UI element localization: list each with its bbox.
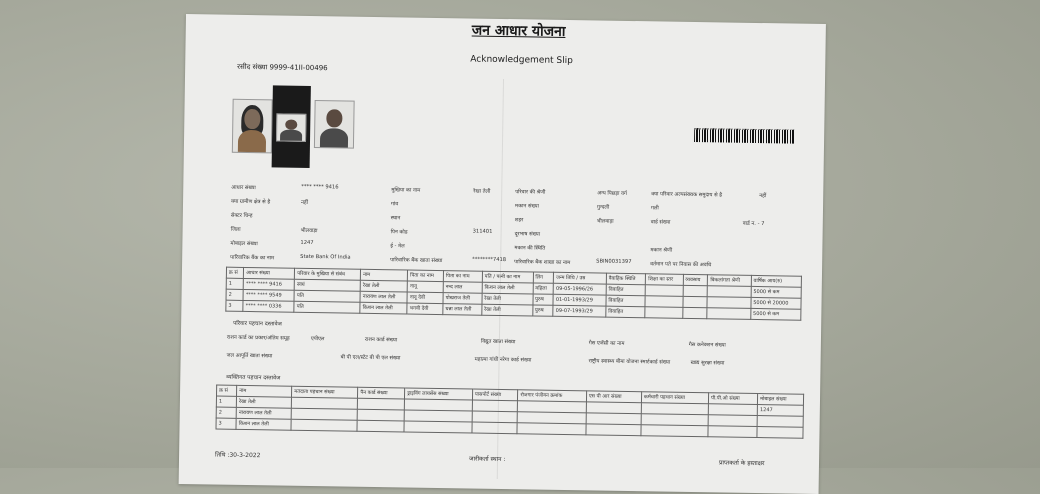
family-doc-label: विद्युत खाता संख्या	[480, 338, 516, 346]
table-cell: 2	[226, 289, 243, 300]
family-docs-title: परिवार पहचान दस्तावेज	[233, 320, 282, 328]
table-cell: **** **** 9549	[243, 289, 294, 301]
table-cell	[291, 419, 357, 431]
table-cell	[683, 296, 708, 307]
table-cell: रेखा तेली	[236, 396, 291, 408]
table-cell: भगवी देवी	[407, 303, 443, 315]
table-cell: विवाहित	[606, 295, 646, 307]
info-label: दूरभाष संख्या	[514, 231, 541, 238]
family-doc-label: राष्ट्रीय स्वास्थ्य बीमा योजना स्मार्टकार्ड संख्या	[588, 358, 671, 366]
column-header: पिता का नाम	[408, 270, 444, 282]
date-value: :30-3-2022	[227, 451, 261, 460]
table-cell: धन्ना लाल तेली	[443, 304, 482, 316]
issuer-place: जारीकर्ता स्थान :	[468, 455, 506, 464]
table-cell: 5000 से 20000	[751, 297, 801, 309]
family-doc-label: बी पी एल/स्टेट बी पी एल संख्या	[340, 354, 401, 362]
info-label: वार्ड संख्या	[650, 219, 671, 226]
table-cell: रेखा तेली	[482, 304, 533, 316]
table-cell	[404, 421, 472, 433]
table-cell	[708, 404, 757, 416]
table-cell: पुरुष	[532, 305, 553, 316]
info-value: नहीं	[301, 199, 309, 206]
table-cell: रेखा तेली	[360, 280, 407, 292]
info-label: मोबाइल संख्या	[230, 240, 258, 248]
info-label: वर्तमान पते पर निवास की अवधि	[650, 261, 712, 269]
table-cell: 1	[226, 278, 243, 289]
column-header: परिवार के मुखिया से संबंध	[295, 268, 361, 280]
receipt-value: 9999-41II-00496	[269, 63, 328, 73]
table-cell: विवाहित	[606, 284, 646, 296]
personal-docs-title: व्यक्तिगत पहचान दस्तावेज	[226, 374, 281, 382]
table-cell	[586, 402, 641, 414]
table-cell	[707, 297, 750, 309]
info-label: शहर	[514, 217, 524, 224]
table-cell: नानू	[407, 281, 443, 293]
table-cell: **** **** 0336	[243, 300, 294, 312]
table-cell	[757, 427, 803, 439]
table-cell: नानू देवी	[407, 292, 443, 304]
table-cell: किशन लाल तेली	[236, 418, 291, 430]
page-title: जन आधार योजना	[471, 22, 566, 40]
info-label: मुखिया का नाम	[391, 187, 421, 194]
table-cell	[358, 398, 405, 410]
member-photo-2	[276, 113, 306, 141]
info-label: मकान श्रेणी	[650, 247, 673, 254]
table-cell	[472, 400, 518, 412]
info-label: क्या परिवार अल्पसंख्यक समुदाय से है	[651, 191, 723, 199]
info-value: State Bank Of India	[300, 253, 351, 261]
family-doc-value: एपीएल	[310, 336, 325, 343]
table-cell: पति	[294, 290, 360, 302]
table-cell	[708, 286, 751, 298]
table-cell: विवाहित	[606, 306, 646, 318]
info-label: पिन कोड	[390, 229, 408, 236]
column-header: विकलांगता श्रेणी	[708, 275, 751, 287]
info-label: आधार संख्या	[231, 184, 256, 192]
table-cell	[757, 416, 803, 428]
info-value: वार्ड न. - 7	[742, 220, 765, 228]
table-cell	[472, 422, 518, 434]
member-photo-3	[314, 100, 355, 149]
table-cell: किशन लाल तेली	[482, 282, 533, 294]
family-doc-label: महात्मा गांधी नरेगा कार्ड संख्या	[474, 356, 532, 364]
column-header: क्र सं	[217, 385, 237, 396]
table-cell	[472, 411, 518, 423]
info-label: गली	[650, 205, 659, 212]
info-label: जिला	[230, 226, 241, 233]
column-header: मोबाइल संख्या	[758, 394, 804, 406]
table-cell: रेखा तेली	[482, 293, 533, 305]
info-label: मकान की स्थिति	[514, 245, 546, 252]
column-header: मतदाता पहचान संख्या	[292, 386, 358, 398]
column-header: क्र सं	[226, 267, 243, 278]
family-doc-label: गैस कनेक्शन संख्या	[688, 341, 726, 349]
column-header: जन्म तिथि / उम्र	[554, 272, 607, 284]
column-header: पिता का नाम	[443, 271, 482, 283]
column-header: पैन कार्ड संख्या	[358, 387, 405, 399]
info-label: स्थान	[390, 215, 401, 222]
barcode-icon	[694, 128, 794, 144]
date-label: तिथि	[215, 451, 226, 459]
info-label: पारिवारिक बैंक का नाम	[230, 254, 275, 262]
table-cell	[707, 308, 750, 320]
column-header: पासपोर्ट संख्या	[472, 389, 518, 401]
table-cell	[357, 409, 404, 421]
table-cell: 5000 से कम	[750, 308, 800, 320]
table-cell	[645, 307, 682, 319]
column-header: वार्षिक आय(रु)	[751, 275, 801, 287]
table-cell: **** **** 9416	[243, 278, 294, 290]
family-doc-label: राशन कार्ड का प्रकार/अंतिम समूह	[226, 334, 290, 342]
info-value: नहीं	[759, 193, 767, 200]
table-cell: पति	[294, 301, 360, 313]
table-cell: नारायण लाल तेली	[360, 291, 407, 303]
table-cell: पोखराज तेली	[443, 293, 482, 305]
info-value: 311401	[472, 228, 493, 235]
table-cell: नारायण लाल तेली	[236, 407, 291, 419]
info-value: SBIN0031397	[596, 258, 632, 266]
acknowledgement-slip	[179, 14, 826, 494]
table-cell	[645, 296, 682, 308]
table-cell: किशन लाल तेली	[360, 302, 407, 314]
column-header: एस पी आर संख्या	[586, 391, 641, 403]
family-doc-label: जल आपूर्ति खाता संख्या	[226, 352, 273, 360]
table-cell	[682, 307, 707, 318]
column-header: रोजगार पंजीयन क्रमांक	[518, 390, 587, 402]
info-value: **** **** 9416	[301, 183, 339, 191]
column-header: आधार संख्या	[244, 267, 295, 279]
info-value: भीलवाड़ा	[300, 227, 318, 235]
column-header: नाम	[361, 269, 408, 281]
info-label: पारिवारिक बैंक खाता संख्या	[390, 257, 443, 265]
table-cell	[683, 285, 708, 296]
column-header: पी.पी.ओ संख्या	[708, 393, 757, 405]
info-label: क्या ग्रामीण क्षेत्र से है	[231, 198, 271, 206]
table-cell: 3	[226, 300, 243, 311]
table-cell: 1	[216, 396, 236, 407]
table-cell	[586, 424, 641, 436]
table-cell	[586, 413, 641, 425]
column-header: कर्मचारी पहचान संख्या	[641, 392, 708, 404]
table-cell	[708, 426, 757, 438]
column-header: वैवाहिक स्थिति	[606, 273, 646, 285]
receipt-label: रसीद संख्या	[237, 62, 268, 72]
column-header: पति / पत्नी का नाम	[482, 271, 533, 283]
info-value: 1247	[300, 239, 314, 247]
info-label: परिवार की श्रेणी	[515, 189, 546, 196]
info-value: गुन्दली	[596, 204, 610, 211]
recipient-signature-label: प्राप्तकर्ता के हस्ताक्षर	[718, 459, 765, 468]
table-cell: 5000 से कम	[751, 286, 801, 298]
info-label: ई - मेल	[390, 243, 405, 250]
column-header: व्यवसाय	[683, 274, 708, 285]
column-header: लिंग	[533, 272, 554, 283]
table-cell	[708, 415, 757, 427]
receipt-number	[237, 63, 328, 73]
info-label: पारिवारिक बैंक शाखा का नाम	[514, 259, 571, 267]
table-cell	[646, 285, 683, 297]
page-subtitle: Acknowledgement Slip	[470, 54, 573, 67]
table-cell: 01-01-1993/29	[553, 294, 606, 306]
member-photo-1	[232, 99, 273, 154]
column-header: ड्राइविंग लायसेंस संख्या	[405, 388, 473, 400]
table-cell: 09-05-1996/26	[553, 283, 606, 295]
table-cell: पुरुष	[532, 294, 553, 305]
table-cell: 3	[216, 418, 236, 429]
column-header: नाम	[237, 385, 292, 397]
table-cell	[641, 425, 708, 437]
members-table	[225, 267, 802, 321]
table-cell	[357, 420, 404, 432]
table-cell: 2	[216, 407, 236, 418]
info-value: भीलवाड़ा	[596, 218, 614, 225]
table-cell	[517, 423, 586, 435]
family-doc-label: खाद्य सुरक्षा संख्या	[690, 359, 725, 367]
table-cell: महिला	[533, 283, 554, 294]
personal-docs-table	[215, 385, 804, 439]
info-label: मकान संख्या	[514, 203, 539, 210]
table-cell: 09-07-1993/29	[553, 305, 606, 317]
table-cell: नन्द लाल	[443, 282, 482, 294]
info-value: रेखा तेली	[473, 188, 491, 195]
info-label: सेक्टर चिन्ह	[230, 212, 253, 220]
table-cell: स्वयं	[294, 279, 360, 291]
table-cell: 1247	[757, 405, 803, 417]
info-value: ********7418	[472, 256, 507, 264]
info-value: अन्य पिछड़ा वर्ग	[597, 190, 627, 197]
family-doc-label: गैस एजेंसी का नाम	[588, 340, 625, 347]
column-header: शिक्षा का स्तर	[646, 274, 683, 286]
issue-date	[215, 451, 260, 460]
family-doc-label: राशन कार्ड संख्या	[364, 336, 398, 344]
info-label: गांव	[390, 201, 399, 208]
